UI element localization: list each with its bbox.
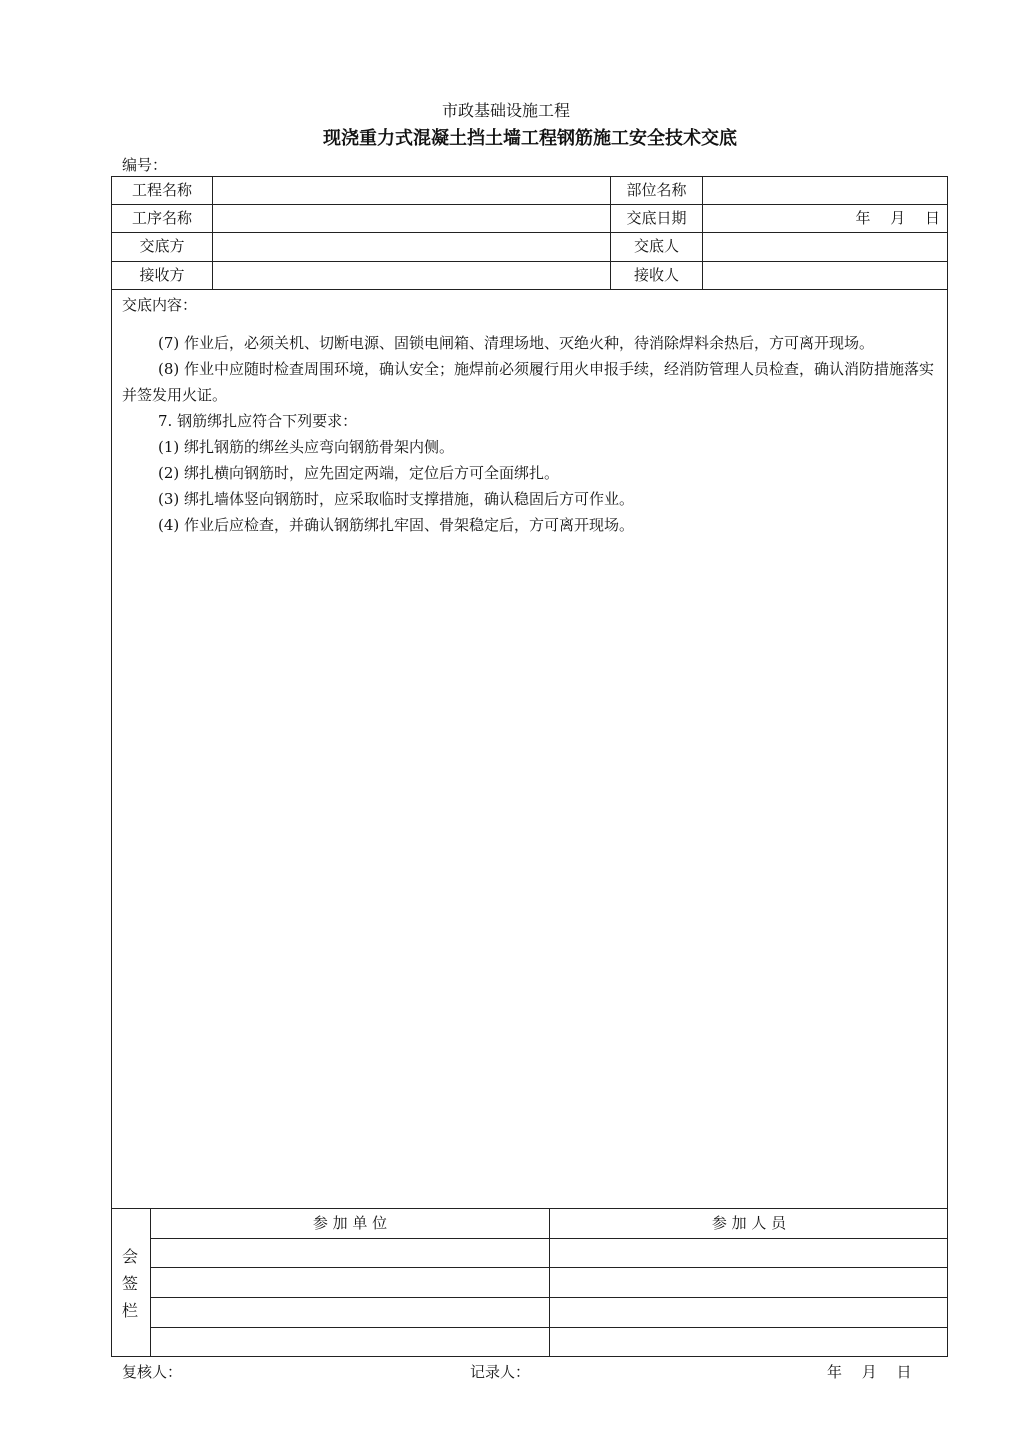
document-subtitle: 市政基础设施工程: [441, 101, 570, 120]
briefing-date-field[interactable]: 年 月 日: [855, 209, 940, 227]
briefer-label: 交底人: [633, 237, 679, 255]
document-title: 现浇重力式混凝土挡土墙工程钢筋施工安全技术交底: [323, 128, 737, 149]
unit-signature-field[interactable]: [152, 1269, 548, 1297]
signoff-row-divider: [150, 1297, 948, 1298]
signoff-row-divider: [150, 1238, 948, 1239]
column-divider: [212, 176, 213, 290]
process-name-field[interactable]: [214, 205, 608, 231]
content-paragraph: (1) 绑扎钢筋的绑丝头应弯向钢筋骨架内侧。: [158, 438, 455, 456]
content-paragraph: (8) 作业中应随时检查周围环境，确认安全；施焊前必须履行用火申报手续，经消防管理人员检查，确认消防措施落实并签发用火证。: [122, 360, 935, 404]
project-name-label: 工程名称: [131, 181, 192, 199]
content-paragraph: (4) 作业后应检查，并确认钢筋绑扎牢固、骨架稳定后，方可离开现场。: [158, 516, 635, 534]
briefing-date-label: 交底日期: [626, 209, 687, 227]
content-label: 交底内容：: [122, 296, 198, 314]
project-name-field[interactable]: [214, 177, 608, 203]
column-divider: [702, 176, 703, 290]
signoff-side-char: 栏: [121, 1301, 138, 1320]
signoff-side-char: 签: [121, 1274, 138, 1293]
unit-signature-field[interactable]: [152, 1328, 548, 1356]
unit-signature-field[interactable]: [152, 1299, 548, 1327]
content-paragraph: (7) 作业后，必须关机、切断电源、固锁电闸箱、清理场地、灭绝火种，待消除焊料余热后，方可离开现场。: [158, 334, 875, 352]
participating-people-header: 参 加 人 员: [711, 1214, 787, 1232]
briefer-field[interactable]: [704, 233, 946, 259]
briefing-content: [122, 330, 940, 538]
recorder-label: 记录人：: [470, 1363, 531, 1381]
participating-unit-header: 参 加 单 位: [312, 1214, 388, 1232]
reviewer-label: 复核人：: [122, 1363, 183, 1381]
footer-date: 年 月 日: [827, 1363, 912, 1381]
signoff-side-char: 会: [121, 1247, 138, 1266]
process-name-label: 工序名称: [131, 209, 192, 227]
people-signature-field[interactable]: [551, 1328, 947, 1356]
people-signature-field[interactable]: [551, 1240, 947, 1268]
row-divider: [111, 289, 948, 290]
unit-signature-field[interactable]: [152, 1240, 548, 1268]
serial-number-label: 编号：: [122, 156, 168, 174]
briefing-party-field[interactable]: [214, 233, 608, 259]
section-name-label: 部位名称: [626, 181, 687, 199]
content-paragraph: (2) 绑扎横向钢筋时，应先固定两端，定位后方可全面绑扎。: [158, 464, 560, 482]
content-paragraph: (3) 绑扎墙体竖向钢筋时，应采取临时支撑措施，确认稳固后方可作业。: [158, 490, 635, 508]
content-paragraph: 7. 钢筋绑扎应符合下列要求：: [158, 412, 358, 430]
section-name-field[interactable]: [704, 177, 946, 203]
receiving-party-field[interactable]: [214, 262, 608, 288]
receiver-label: 接收人: [633, 266, 679, 284]
receiving-party-label: 接收方: [139, 266, 185, 284]
signoff-side-label: [111, 1243, 149, 1324]
briefing-party-label: 交底方: [139, 237, 185, 255]
receiver-field[interactable]: [704, 262, 946, 288]
people-signature-field[interactable]: [551, 1299, 947, 1327]
people-signature-field[interactable]: [551, 1269, 947, 1297]
